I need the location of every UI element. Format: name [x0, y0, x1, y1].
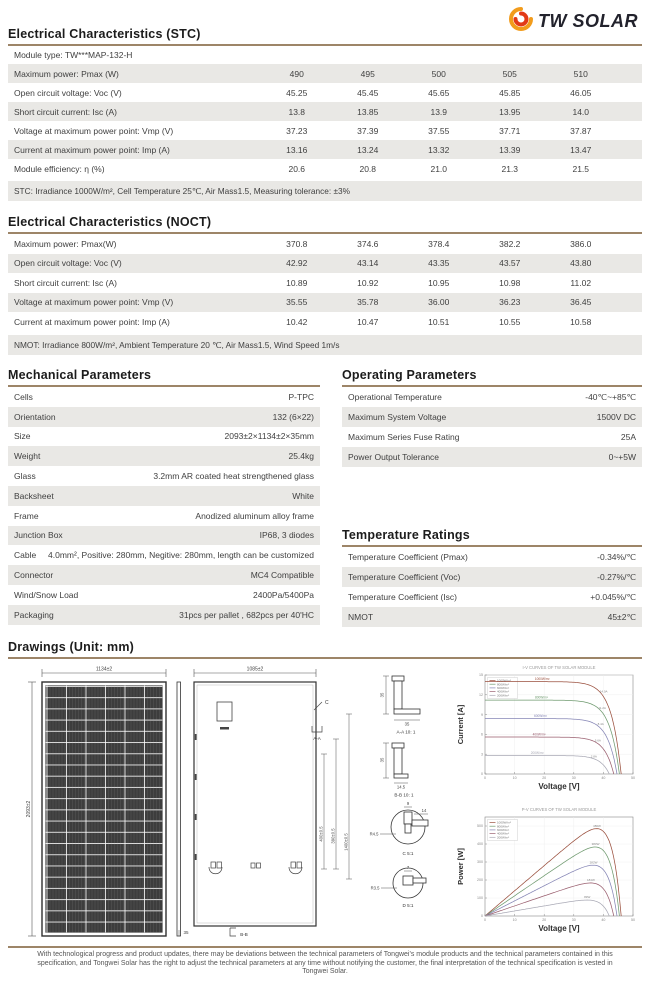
- footer-disclaimer: With technological progress and product updates, there may be deviations between the technical parameters of Tongwei's module products and the technical parameters contained in this specification, and Tongwei Solar has the right to adjust the technical parameters at any time without notifying the customer, the final interpretation of the technical specification is vested in Tongwei Solar.: [37, 951, 613, 976]
- table-row: [8, 526, 320, 546]
- svg-text:200W/m²: 200W/m²: [530, 751, 544, 756]
- row-value: 25.4kg: [288, 451, 314, 462]
- row-value: White: [292, 490, 314, 501]
- table-row: [8, 121, 642, 140]
- section-operating: [342, 368, 642, 467]
- dim-d-pin: 7: [406, 865, 410, 870]
- row-value: +0.045%/℃: [590, 591, 636, 602]
- svg-text:89W: 89W: [584, 895, 591, 900]
- row-value: 31pcs per pallet , 682pcs per 40'HC: [179, 609, 314, 620]
- svg-text:300: 300: [477, 860, 483, 865]
- row-value: 0~+5W: [608, 452, 636, 462]
- section-temperature: [342, 528, 642, 627]
- pv-curve-chart: [455, 804, 645, 944]
- row-value: 36.23: [499, 297, 521, 308]
- row-value: 2400Pa/5400Pa: [253, 589, 314, 600]
- row-value: 10.42: [286, 316, 308, 327]
- svg-text:P-V CURVES OF TW SOLAR MODULE: P-V CURVES OF TW SOLAR MODULE: [521, 807, 597, 812]
- stc-note: STC: Irradiance 1000W/m², Cell Temperature 25℃, Air Mass1.5, Measuring tolerance: ±3%: [8, 181, 642, 201]
- back-view: [194, 667, 352, 938]
- svg-text:1000W/m²: 1000W/m²: [497, 678, 511, 683]
- noct-note: NMOT: Irradiance 800W/m², Ambient Temperature 20 ℃, Air Mass1.5, Wind Speed 1m/s: [8, 335, 642, 355]
- row-value: 378.4: [428, 238, 450, 249]
- row-value: -0.34%/℃: [597, 551, 636, 562]
- row-value: 37.71: [499, 125, 521, 136]
- row-value: 13.16: [286, 144, 308, 155]
- row-value: 386.0: [570, 238, 592, 249]
- row-label: Maximum power: Pmax(W): [14, 238, 117, 249]
- row-value: 10.55: [499, 316, 521, 327]
- table-row: [8, 159, 642, 178]
- table-row: [342, 407, 642, 427]
- svg-text:800W/m²: 800W/m²: [497, 824, 510, 829]
- svg-text:Voltage [V]: Voltage [V]: [538, 924, 580, 933]
- row-value: 10.95: [428, 277, 450, 288]
- svg-text:12: 12: [479, 693, 483, 697]
- table-row: [342, 547, 642, 567]
- operating-table: [342, 387, 642, 467]
- dim-bb-height: 35: [379, 757, 385, 763]
- row-label: Maximum power: Pmax (W): [14, 68, 119, 79]
- svg-text:1000W/m²: 1000W/m²: [534, 677, 550, 682]
- table-row: [8, 407, 320, 427]
- dim-c-width: 14: [421, 808, 427, 813]
- detail-aa: [380, 676, 421, 735]
- row-label: Current at maximum power point: Imp (A): [14, 144, 170, 155]
- svg-text:400W/m²: 400W/m²: [532, 732, 546, 737]
- svg-text:Current [A]: Current [A]: [456, 704, 465, 745]
- row-label: NMOT: [348, 612, 374, 622]
- row-value: 35.78: [357, 297, 379, 308]
- label-c: C 5:1: [402, 851, 414, 856]
- section-title-noct: Electrical Characteristics (NOCT): [8, 215, 642, 234]
- row-label: Weight: [14, 451, 41, 462]
- row-label: Operational Temperature: [348, 392, 442, 402]
- svg-text:10: 10: [512, 918, 517, 922]
- row-value: 382.2: [499, 238, 521, 249]
- table-row: [8, 427, 320, 447]
- dim-1400: 1400±0.5: [343, 833, 349, 851]
- row-value: 132 (6×22): [272, 411, 314, 422]
- row-value: 510: [573, 68, 588, 79]
- table-row: [8, 273, 642, 293]
- svg-text:800W/m²: 800W/m²: [534, 695, 548, 700]
- svg-text:400: 400: [477, 842, 483, 847]
- row-value: 36.45: [570, 297, 592, 308]
- row-value: 46.05: [570, 87, 592, 98]
- row-value: 374.6: [357, 238, 379, 249]
- svg-text:600W/m²: 600W/m²: [533, 714, 547, 719]
- row-label: Current at maximum power point: Imp (A): [14, 316, 170, 327]
- table-row: [8, 506, 320, 526]
- dim-front-width: 1134±2: [95, 666, 113, 673]
- row-label: Cells: [14, 391, 33, 402]
- row-value: 21.0: [430, 163, 448, 174]
- svg-text:800W/m²: 800W/m²: [497, 682, 510, 687]
- row-value: 13.39: [499, 144, 521, 155]
- row-label: Orientation: [14, 411, 56, 422]
- footer-divider: [8, 946, 642, 948]
- table-row: [342, 587, 642, 607]
- table-row: [8, 486, 320, 506]
- svg-text:100: 100: [477, 896, 483, 901]
- svg-text:8.4A: 8.4A: [597, 722, 604, 727]
- row-value: 21.3: [501, 163, 519, 174]
- row-label: Backsheet: [14, 490, 54, 501]
- row-label: Frame: [14, 510, 39, 521]
- row-label: Size: [14, 431, 31, 442]
- row-label: Module efficiency: η (%): [14, 163, 105, 174]
- row-value: P-TPC: [288, 391, 314, 402]
- row-label: Wind/Snow Load: [14, 589, 79, 600]
- row-value: 370.8: [286, 238, 308, 249]
- row-value: 37.23: [286, 125, 308, 136]
- section-mechanical: [8, 368, 320, 625]
- svg-text:0: 0: [481, 772, 483, 777]
- table-row: [8, 605, 320, 625]
- detail-bb: [380, 743, 415, 798]
- svg-text:600W/m²: 600W/m²: [497, 828, 510, 832]
- row-value: 490: [289, 68, 304, 79]
- mark-bb: B-B: [240, 932, 248, 937]
- svg-text:30: 30: [571, 918, 576, 922]
- row-value: Anodized aluminum alloy frame: [195, 510, 314, 521]
- row-value: 25A: [620, 432, 636, 442]
- table-row: [342, 567, 642, 587]
- section-title-drawings: Drawings (Unit: mm): [8, 640, 642, 659]
- section-stc: [8, 27, 642, 201]
- section-title-temperature: Temperature Ratings: [342, 528, 642, 547]
- dim-aa-width: 35: [404, 721, 410, 727]
- dim-front-height: 2093±2: [26, 800, 32, 818]
- row-label: Open circuit voltage: Voc (V): [14, 87, 122, 98]
- row-value: 10.58: [570, 316, 592, 327]
- row-label: Junction Box: [14, 530, 63, 541]
- mark-aa: A-A: [313, 736, 321, 741]
- row-value: 500: [431, 68, 446, 79]
- row-label: Short circuit current: Isc (A): [14, 277, 117, 288]
- dim-390: 390±0.5: [330, 828, 336, 844]
- front-view: [26, 667, 166, 937]
- svg-text:3: 3: [481, 752, 483, 757]
- row-label: Connector: [14, 570, 54, 581]
- table-row: [342, 447, 642, 467]
- row-value: 45.25: [286, 87, 308, 98]
- svg-text:486W: 486W: [593, 823, 601, 828]
- svg-text:20: 20: [542, 776, 547, 780]
- dim-d-radius: R3.5: [370, 885, 380, 891]
- row-value: 13.9: [430, 106, 448, 117]
- svg-text:9: 9: [481, 712, 483, 717]
- table-row: [8, 545, 320, 565]
- table-row: [342, 387, 642, 407]
- row-value: 20.8: [359, 163, 377, 174]
- row-value: 1500V DC: [596, 412, 636, 422]
- svg-text:30: 30: [571, 776, 576, 780]
- svg-text:Power [W]: Power [W]: [456, 848, 465, 885]
- row-value: 495: [360, 68, 375, 79]
- row-value: 11.02: [570, 277, 592, 288]
- svg-text:0: 0: [481, 914, 483, 919]
- svg-text:200W/m²: 200W/m²: [497, 693, 510, 698]
- table-row: [8, 585, 320, 605]
- table-row: [8, 102, 642, 121]
- svg-text:200W/m²: 200W/m²: [497, 835, 510, 840]
- dim-c-pin: 9: [406, 801, 410, 806]
- row-value: 10.51: [428, 316, 450, 327]
- svg-text:400W/m²: 400W/m²: [497, 689, 510, 694]
- mechanical-table: [8, 387, 320, 625]
- iv-curve-chart: [455, 662, 645, 802]
- row-value: 45.45: [357, 87, 379, 98]
- row-value: 13.32: [428, 144, 450, 155]
- section-title-mechanical: Mechanical Parameters: [8, 368, 320, 387]
- row-label: Packaging: [14, 609, 54, 620]
- row-label: Maximum Series Fuse Rating: [348, 432, 460, 442]
- table-row: [8, 446, 320, 466]
- svg-text:5.6A: 5.6A: [594, 738, 601, 743]
- row-value: 45.85: [499, 87, 521, 98]
- svg-text:184W: 184W: [586, 878, 595, 883]
- table-row: [8, 140, 642, 159]
- svg-text:282W: 282W: [589, 860, 598, 865]
- row-label: Cable: [14, 550, 37, 561]
- svg-text:40: 40: [601, 776, 606, 780]
- svg-text:200: 200: [477, 878, 483, 883]
- row-value: 505: [502, 68, 517, 79]
- row-value: 37.55: [428, 125, 450, 136]
- junction-box: [217, 702, 232, 721]
- dim-c-radius: R4.5: [369, 831, 379, 837]
- svg-text:11.2A: 11.2A: [598, 705, 606, 710]
- table-row: [342, 607, 642, 627]
- table-row: [8, 466, 320, 486]
- svg-text:14.0A: 14.0A: [599, 689, 608, 694]
- row-value: 21.5: [572, 163, 590, 174]
- dim-bb-width: 14.5: [396, 784, 406, 790]
- row-value: 43.57: [499, 258, 521, 269]
- temperature-table: [342, 547, 642, 627]
- row-label: Temperature Coefficient (Voc): [348, 572, 461, 582]
- table-row: [8, 83, 642, 102]
- row-value: 4.0mm², Positive: 280mm, Negitive: 280mm, length can be customized: [48, 550, 314, 561]
- row-value: 43.80: [570, 258, 592, 269]
- svg-text:10: 10: [512, 776, 517, 780]
- row-label: Voltage at maximum power point: Vmp (V): [14, 297, 174, 308]
- section-title-stc: Electrical Characteristics (STC): [8, 27, 642, 46]
- row-value: IP68, 3 diodes: [259, 530, 314, 541]
- dim-400: 400±0.5: [318, 826, 324, 842]
- label-bb: B-B 10: 1: [394, 792, 414, 798]
- row-value: 3.2mm AR coated heat strengthened glass: [153, 471, 314, 482]
- row-value: 35.55: [286, 297, 308, 308]
- table-row: [8, 565, 320, 585]
- row-value: 10.47: [357, 316, 379, 327]
- row-value: 45±2℃: [607, 611, 636, 622]
- row-value: 45.65: [428, 87, 450, 98]
- row-label: Temperature Coefficient (Isc): [348, 592, 457, 602]
- svg-text:Voltage [V]: Voltage [V]: [538, 782, 580, 791]
- row-value: 20.6: [288, 163, 306, 174]
- svg-text:0: 0: [484, 918, 486, 922]
- row-value: 37.87: [570, 125, 592, 136]
- row-value: 13.24: [357, 144, 379, 155]
- detail-c: [370, 801, 428, 856]
- row-value: 43.14: [357, 258, 379, 269]
- row-value: 36.00: [428, 297, 450, 308]
- section-title-operating: Operating Parameters: [342, 368, 642, 387]
- table-row: [8, 64, 642, 83]
- svg-text:50: 50: [631, 918, 635, 922]
- row-label: Short circuit current: Isc (A): [14, 106, 117, 117]
- svg-text:0: 0: [484, 776, 486, 780]
- brand-name: TW SOLAR: [538, 11, 638, 31]
- label-aa: A-A 10: 1: [396, 729, 416, 735]
- row-label: Voltage at maximum power point: Vmp (V): [14, 125, 174, 136]
- row-value: 2093±2×1134±2×35mm: [224, 431, 314, 442]
- row-value: 14.0: [572, 106, 590, 117]
- svg-text:383W: 383W: [591, 842, 600, 847]
- detail-d: [371, 865, 426, 908]
- row-value: -40℃~+85℃: [585, 391, 636, 402]
- svg-text:400W/m²: 400W/m²: [497, 831, 510, 836]
- section-noct: [8, 215, 642, 355]
- svg-text:50: 50: [631, 776, 635, 780]
- row-value: 10.89: [286, 277, 308, 288]
- dim-aa-height: 35: [379, 692, 385, 698]
- row-value: 13.47: [570, 144, 592, 155]
- stc-table: [8, 64, 642, 178]
- svg-text:2.8A: 2.8A: [590, 754, 597, 759]
- row-value: 13.85: [357, 106, 379, 117]
- svg-text:20: 20: [542, 918, 547, 922]
- row-value: 43.35: [428, 258, 450, 269]
- row-value: 13.95: [499, 106, 521, 117]
- row-value: 10.98: [499, 277, 521, 288]
- table-row: [342, 427, 642, 447]
- svg-text:I-V CURVES OF TW SOLAR MODULE: I-V CURVES OF TW SOLAR MODULE: [522, 665, 596, 670]
- mark-c: C: [325, 700, 329, 706]
- row-value: 42.92: [286, 258, 308, 269]
- table-row: [8, 312, 642, 332]
- table-row: [8, 387, 320, 407]
- noct-table: [8, 234, 642, 332]
- svg-text:6: 6: [481, 732, 483, 737]
- row-value: -0.27%/℃: [597, 571, 636, 582]
- row-label: Temperature Coefficient (Pmax): [348, 552, 468, 562]
- row-label: Power Output Tolerance: [348, 452, 440, 462]
- row-label: Open circuit voltage: Voc (V): [14, 258, 122, 269]
- svg-text:15: 15: [479, 673, 483, 678]
- dim-back-width: 1085±2: [246, 666, 264, 673]
- label-d: D 5:1: [402, 903, 414, 908]
- section-drawings: [8, 640, 642, 659]
- svg-text:600W/m²: 600W/m²: [497, 686, 510, 690]
- svg-text:1000W/m²: 1000W/m²: [497, 820, 511, 825]
- table-row: [8, 234, 642, 254]
- table-row: [8, 293, 642, 313]
- svg-text:40: 40: [601, 918, 606, 922]
- row-value: MC4 Compatible: [250, 570, 314, 581]
- side-view: [177, 682, 189, 936]
- row-label: Glass: [14, 471, 36, 482]
- module-type-row: Module type: TW***MAP-132-H: [14, 50, 133, 60]
- row-value: 37.39: [357, 125, 379, 136]
- row-label: Maximum System Voltage: [348, 412, 447, 422]
- row-value: 10.92: [357, 277, 379, 288]
- svg-text:500: 500: [477, 824, 483, 829]
- table-row: [8, 254, 642, 274]
- dim-frame-thickness: 35: [183, 930, 189, 935]
- row-value: 13.8: [288, 106, 306, 117]
